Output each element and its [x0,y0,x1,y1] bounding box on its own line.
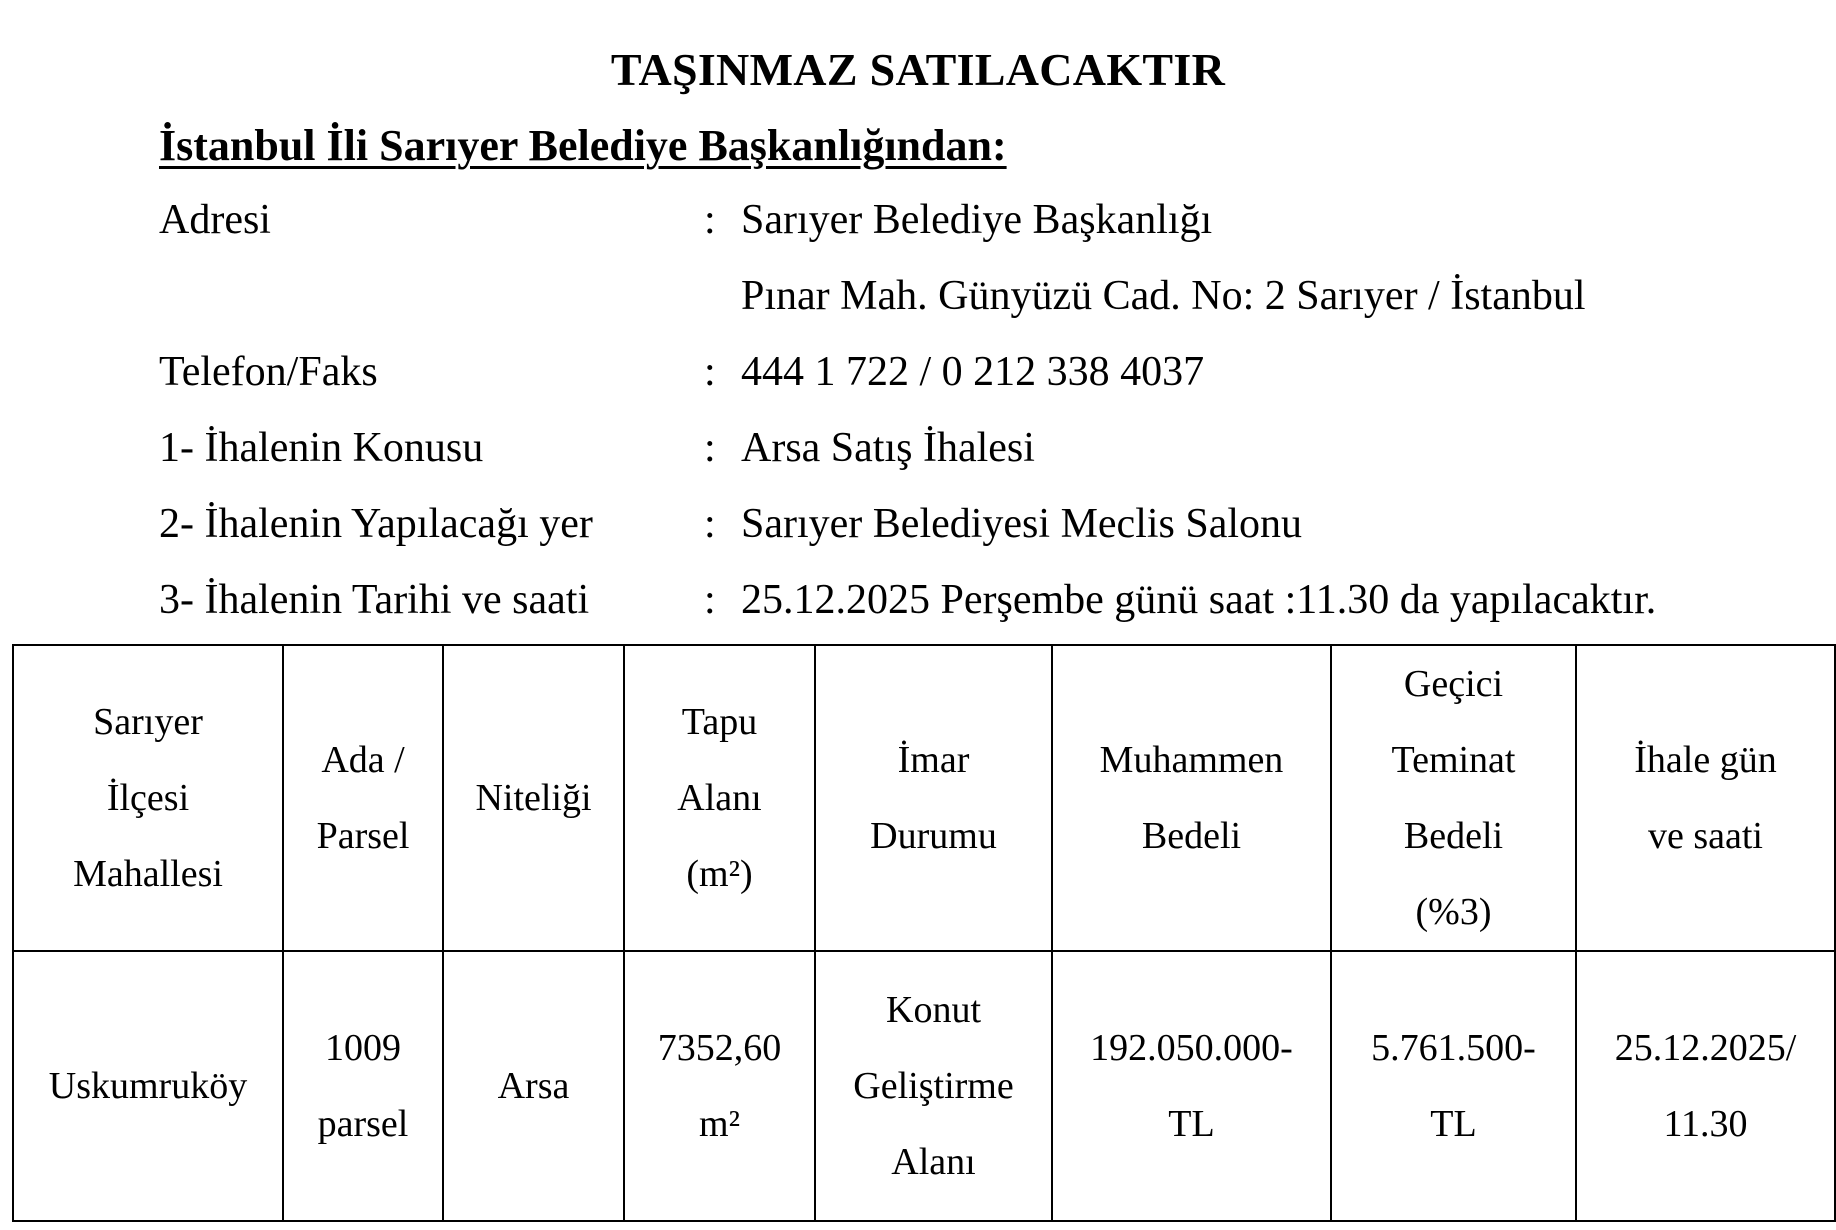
separator-colon: : [704,425,716,471]
page-title: TAŞINMAZ SATILACAKTIR [610,44,1226,95]
place-label: 2- İhalenin Yapılacağı yer [159,501,593,547]
separator-colon: : [704,501,716,547]
place-value: Sarıyer Belediyesi Meclis Salonu [741,501,1303,547]
cell-zoning-status: Konut Geliştirme Alanı [815,951,1052,1221]
address-line-2: Pınar Mah. Günyüzü Cad. No: 2 Sarıyer / İstanbul [741,273,1586,319]
header-zoning-status: İmar Durumu [815,645,1052,951]
table-header-row [13,645,1835,951]
issuer-heading: İstanbul İli Sarıyer Belediye Başkanlığından: [159,121,1007,170]
phone-label: Telefon/Faks [159,349,378,395]
cell-deposit: 5.761.500- TL [1331,951,1576,1221]
separator-colon: : [704,577,716,623]
cell-block-parcel: 1009 parsel [283,951,443,1221]
phone-value: 444 1 722 / 0 212 338 4037 [741,349,1205,395]
subject-value: Arsa Satış İhalesi [741,425,1035,471]
table-row [13,951,1835,1221]
header-estimated-price: Muhammen Bedeli [1052,645,1331,951]
address-label: Adresi [159,197,271,243]
date-label: 3- İhalenin Tarihi ve saati [159,577,590,623]
separator-colon: : [704,349,716,395]
address-line-1: Sarıyer Belediye Başkanlığı [741,197,1213,243]
cell-auction-datetime: 25.12.2025/ 11.30 [1576,951,1835,1221]
header-block-parcel: Ada / Parsel [283,645,443,951]
header-auction-datetime: İhale gün ve saati [1576,645,1835,951]
header-deed-area: Tapu Alanı (m²) [624,645,815,951]
subject-label: 1- İhalenin Konusu [159,425,484,471]
cell-property-type: Arsa [443,951,624,1221]
header-deposit: Geçici Teminat Bedeli (%3) [1331,645,1576,951]
cell-deed-area: 7352,60 m² [624,951,815,1221]
date-value: 25.12.2025 Perşembe günü saat :11.30 da yapılacaktır. [741,577,1657,623]
header-neighborhood: Sarıyer İlçesi Mahallesi [13,645,283,951]
separator-colon: : [704,197,716,243]
auction-table [12,644,1836,1222]
header-property-type: Niteliği [443,645,624,951]
cell-estimated-price: 192.050.000- TL [1052,951,1331,1221]
cell-neighborhood: Uskumruköy [13,951,283,1221]
